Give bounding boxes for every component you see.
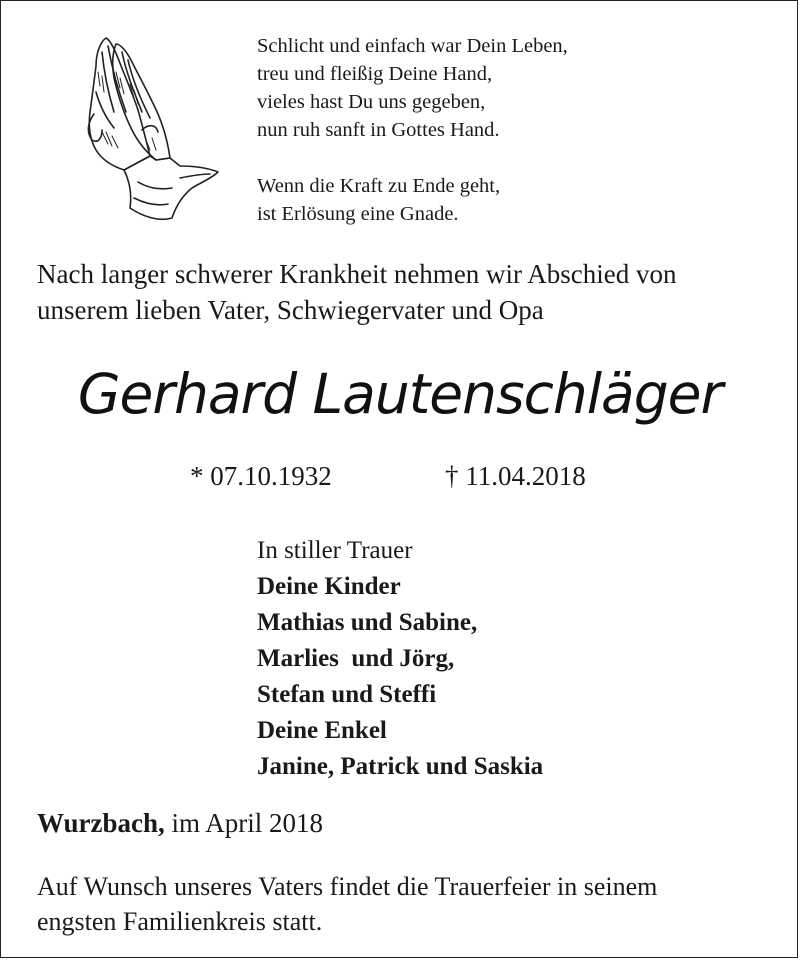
poem-stanza-1 bbox=[257, 32, 568, 144]
poem-line: treu und fleißig Deine Hand, bbox=[257, 63, 493, 85]
funeral-note bbox=[37, 869, 657, 939]
poem-line: ist Erlösung eine Gnade. bbox=[257, 203, 459, 225]
intro-text bbox=[37, 256, 677, 328]
birth-date: * 07.10.1932 bbox=[190, 461, 332, 491]
poem-line: nun ruh sanft in Gottes Hand. bbox=[257, 119, 500, 141]
place-date bbox=[37, 808, 323, 839]
poem-line: vieles hast Du uns gegeben, bbox=[257, 91, 486, 113]
mourner-line: Deine Kinder bbox=[257, 573, 401, 600]
mourner-line: Deine Enkel bbox=[257, 717, 387, 744]
praying-hands-icon bbox=[72, 32, 222, 228]
note-line: Auf Wunsch unseres Vaters findet die Trauerfeier in seinem bbox=[37, 872, 658, 901]
deceased-name: Gerhard Lautenschläger bbox=[77, 362, 723, 426]
mourner-line: Stefan und Steffi bbox=[257, 681, 437, 708]
mourner-line: Mathias und Sabine, bbox=[257, 609, 478, 636]
mourners-block bbox=[257, 533, 543, 785]
intro-line: Nach langer schwerer Krankheit nehmen wir Abschied von bbox=[37, 259, 677, 289]
poem-stanza-2 bbox=[257, 172, 500, 228]
poem-line: Wenn die Kraft zu Ende geht, bbox=[257, 175, 501, 197]
intro-line: unserem lieben Vater, Schwiegervater und Opa bbox=[37, 295, 544, 325]
date: im April 2018 bbox=[171, 808, 324, 838]
poem-line: Schlicht und einfach war Dein Leben, bbox=[257, 35, 568, 57]
mourner-line: Janine, Patrick und Saskia bbox=[257, 753, 544, 780]
place: Wurzbach, bbox=[37, 808, 165, 838]
death-date: † 11.04.2018 bbox=[445, 461, 586, 491]
mourners-heading: In stiller Trauer bbox=[257, 537, 413, 564]
mourner-line: Marlies und Jörg, bbox=[257, 645, 455, 672]
note-line: engsten Familienkreis statt. bbox=[37, 907, 323, 936]
